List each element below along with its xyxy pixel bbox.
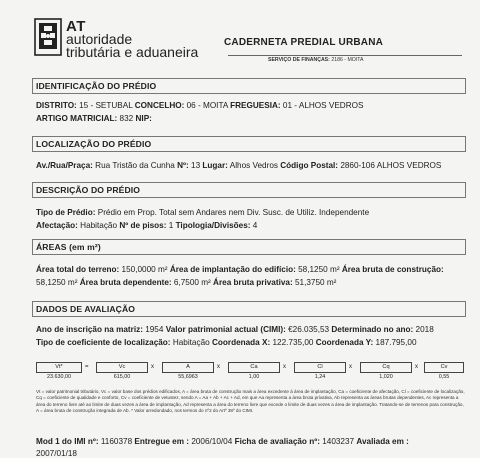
numero-value: 13 — [191, 161, 201, 170]
row-distrito — [36, 101, 363, 110]
areas-title-text: ÁREAS — [36, 242, 67, 252]
area-implantacao-value: 58,1250 m² — [298, 265, 340, 274]
brand-abbr: AT — [66, 18, 86, 35]
section-avaliacao-title: DADOS DE AVALIAÇÃO — [36, 304, 136, 314]
ficha-value: 1403237 — [322, 437, 355, 446]
rua-value: Rua Tristão da Cunha — [95, 161, 175, 170]
tipologia-label: Tipologia/Divisões: — [175, 221, 251, 230]
numero-label: Nº: — [177, 161, 189, 170]
ano-inscricao-value: 1954 — [145, 325, 164, 334]
formula-op-times-3: x — [283, 364, 286, 370]
ano-inscricao-label: Ano de inscrição na matriz: — [36, 325, 143, 334]
formula-header-vt: Vt* — [36, 362, 82, 373]
area-bruta-dependente-label: Área bruta dependente: — [79, 278, 172, 287]
formula-op-equals: = — [85, 364, 89, 370]
mod1-value: 1160378 — [100, 437, 133, 446]
lugar-value: Alhos Vedros — [229, 161, 278, 170]
area-bruta-privativa-label: Área bruta privativa: — [213, 278, 293, 287]
service-label: SERVIÇO DE FINANÇAS: — [268, 57, 330, 63]
brand-line1: autoridade — [66, 31, 133, 47]
section-localizacao-title: LOCALIZAÇÃO DO PRÉDIO — [36, 139, 152, 149]
determinado-value: 2018 — [415, 325, 434, 334]
row-tipo-predio — [36, 208, 369, 217]
afectacao-value: Habitação — [80, 221, 118, 230]
pisos-value: 1 — [168, 221, 174, 230]
tipologia-value: 4 — [252, 221, 258, 230]
area-bruta-dependente-value: 6,7500 m² — [173, 278, 211, 287]
area-terreno-value: 150,0000 m² — [121, 265, 168, 274]
row-areas-1 — [36, 265, 444, 274]
formula-value-vc: 615,00 — [113, 374, 131, 380]
ficha-label: Ficha de avaliação nº: — [234, 437, 320, 446]
rua-label: Av./Rua/Praça: — [36, 161, 93, 170]
header-divider — [228, 55, 462, 56]
area-implantacao-label: Área de implantação do edifício: — [169, 265, 296, 274]
area-bruta-construcao-label: Área bruta de construção: — [341, 265, 444, 274]
avaliada-value: 2007/01/18 — [36, 449, 77, 458]
brand-line2: tributária e aduaneira — [66, 44, 199, 60]
document-title: CADERNETA PREDIAL URBANA — [224, 37, 384, 48]
pisos-label: Nº de pisos: — [119, 221, 167, 230]
formula-header-vc: Vc — [96, 362, 148, 373]
tipo-predio-label: Tipo de Prédio: — [36, 208, 96, 217]
portugal-coat-of-arms-icon — [34, 18, 62, 56]
area-bruta-privativa-value: 51,3750 m² — [294, 278, 337, 287]
freguesia-value: 01 - ALHOS VEDROS — [282, 101, 364, 110]
coord-x-label: Coordenada X: — [211, 338, 271, 347]
determinado-label: Determinado no ano: — [331, 325, 414, 334]
area-terreno-label: Área total do terreno: — [36, 265, 120, 274]
vpt-value: €26.035,53 — [288, 325, 330, 334]
artigo-label: ARTIGO MATRICIAL: — [36, 114, 118, 123]
service-value: 2186 - MOITA — [331, 57, 364, 63]
tipo-predio-value: Prédio em Prop. Total sem Andares nem Div. Susc. de Utiliz. Independente — [97, 208, 370, 217]
row-areas-2 — [36, 278, 336, 287]
formula-header-cv: Cv — [424, 362, 464, 373]
formula-header-ca: Ca — [228, 362, 280, 373]
section-identificacao-title: IDENTIFICAÇÃO DO PRÉDIO — [36, 81, 157, 91]
row-ano-inscricao — [36, 325, 434, 334]
area-bruta-construcao-value: 58,1250 m² — [36, 278, 78, 287]
formula-header-cq: Cq — [360, 362, 412, 373]
freguesia-label: FREGUESIA: — [230, 101, 281, 110]
formula-value-cl: 1,24 — [314, 374, 326, 380]
coord-x-value: 122.735,00 — [272, 338, 314, 347]
formula-op-times-5: x — [415, 364, 418, 370]
codigo-postal-value: 2860-106 ALHOS VEDROS — [340, 161, 442, 170]
concelho-value: 06 - MOITA — [186, 101, 228, 110]
distrito-label: DISTRITO: — [36, 101, 77, 110]
lugar-label: Lugar: — [202, 161, 228, 170]
afectacao-label: Afectação: — [36, 221, 78, 230]
formula-value-ca: 1,00 — [248, 374, 260, 380]
formula-header-cl: Cl — [294, 362, 346, 373]
formula-op-times-1: x — [151, 364, 154, 370]
row-artigo — [36, 114, 152, 123]
formula-value-cq: 1,020 — [379, 374, 393, 380]
distrito-value: 15 - SETUBAL — [79, 101, 133, 110]
formula-legend: Vt = valor patrimonial tributário, Vc = valor base dos prédios edificados, A = área bruta de construção mais a área excedente à área de implantação, Ca = coeficiente de afectação, Cl = coeficiente de localização, Cq = coeficiente de qualidade e conforto, Cv = coeficiente de vetustez, sendo A = Aa + Ab + Ac + Ad, em que Aa representa a área bruta privativa, Ab representa as áreas brutas dependentes, Ac representa a área do terreno livre até ao limite de duas vezes a área de implantação, Ad representa a área do terreno livre que excede o limite de duas vezes a área de implantação. Tratando-se de terrenos para construção, A = área bruta de construção integrada de Ab. * Valor arredondado, nos termos do nº2 do Artº 38º do CIMI. — [36, 389, 465, 414]
coef-localizacao-label: Tipo de coeficiente de localização: — [36, 338, 171, 347]
formula-op-times-2: x — [217, 364, 220, 370]
mod1-label: Mod 1 do IMI nº: — [36, 437, 99, 446]
coord-y-label: Coordenada Y: — [315, 338, 374, 347]
row-afectacao — [36, 221, 257, 230]
row-coeficiente — [36, 338, 417, 347]
brand-name — [66, 20, 198, 59]
formula-value-vt: 23.630,00 — [47, 374, 71, 380]
formula-value-a: 55,6963 — [178, 374, 198, 380]
coord-y-value: 187.795,00 — [375, 338, 417, 347]
codigo-postal-label: Código Postal: — [280, 161, 339, 170]
row-morada — [36, 161, 441, 170]
concelho-label: CONCELHO: — [134, 101, 185, 110]
service-office — [268, 57, 364, 63]
formula-header-a: A — [162, 362, 214, 373]
vpt-label: Valor patrimonial actual (CIMI): — [165, 325, 286, 334]
formula-value-cv: 0,55 — [438, 374, 450, 380]
section-areas-title — [36, 242, 101, 252]
formula-op-times-4: x — [349, 364, 352, 370]
row-mod1 — [36, 437, 409, 446]
entregue-label: Entregue em : — [134, 437, 190, 446]
areas-unit: (em m²) — [69, 242, 101, 252]
artigo-value: 832 — [119, 114, 134, 123]
coef-localizacao-value: Habitação — [172, 338, 210, 347]
nip-label: NIP: — [135, 114, 152, 123]
avaliada-label: Avaliada em : — [356, 437, 409, 446]
entregue-value: 2006/10/04 — [191, 437, 233, 446]
section-descricao-title: DESCRIÇÃO DO PRÉDIO — [36, 185, 141, 195]
